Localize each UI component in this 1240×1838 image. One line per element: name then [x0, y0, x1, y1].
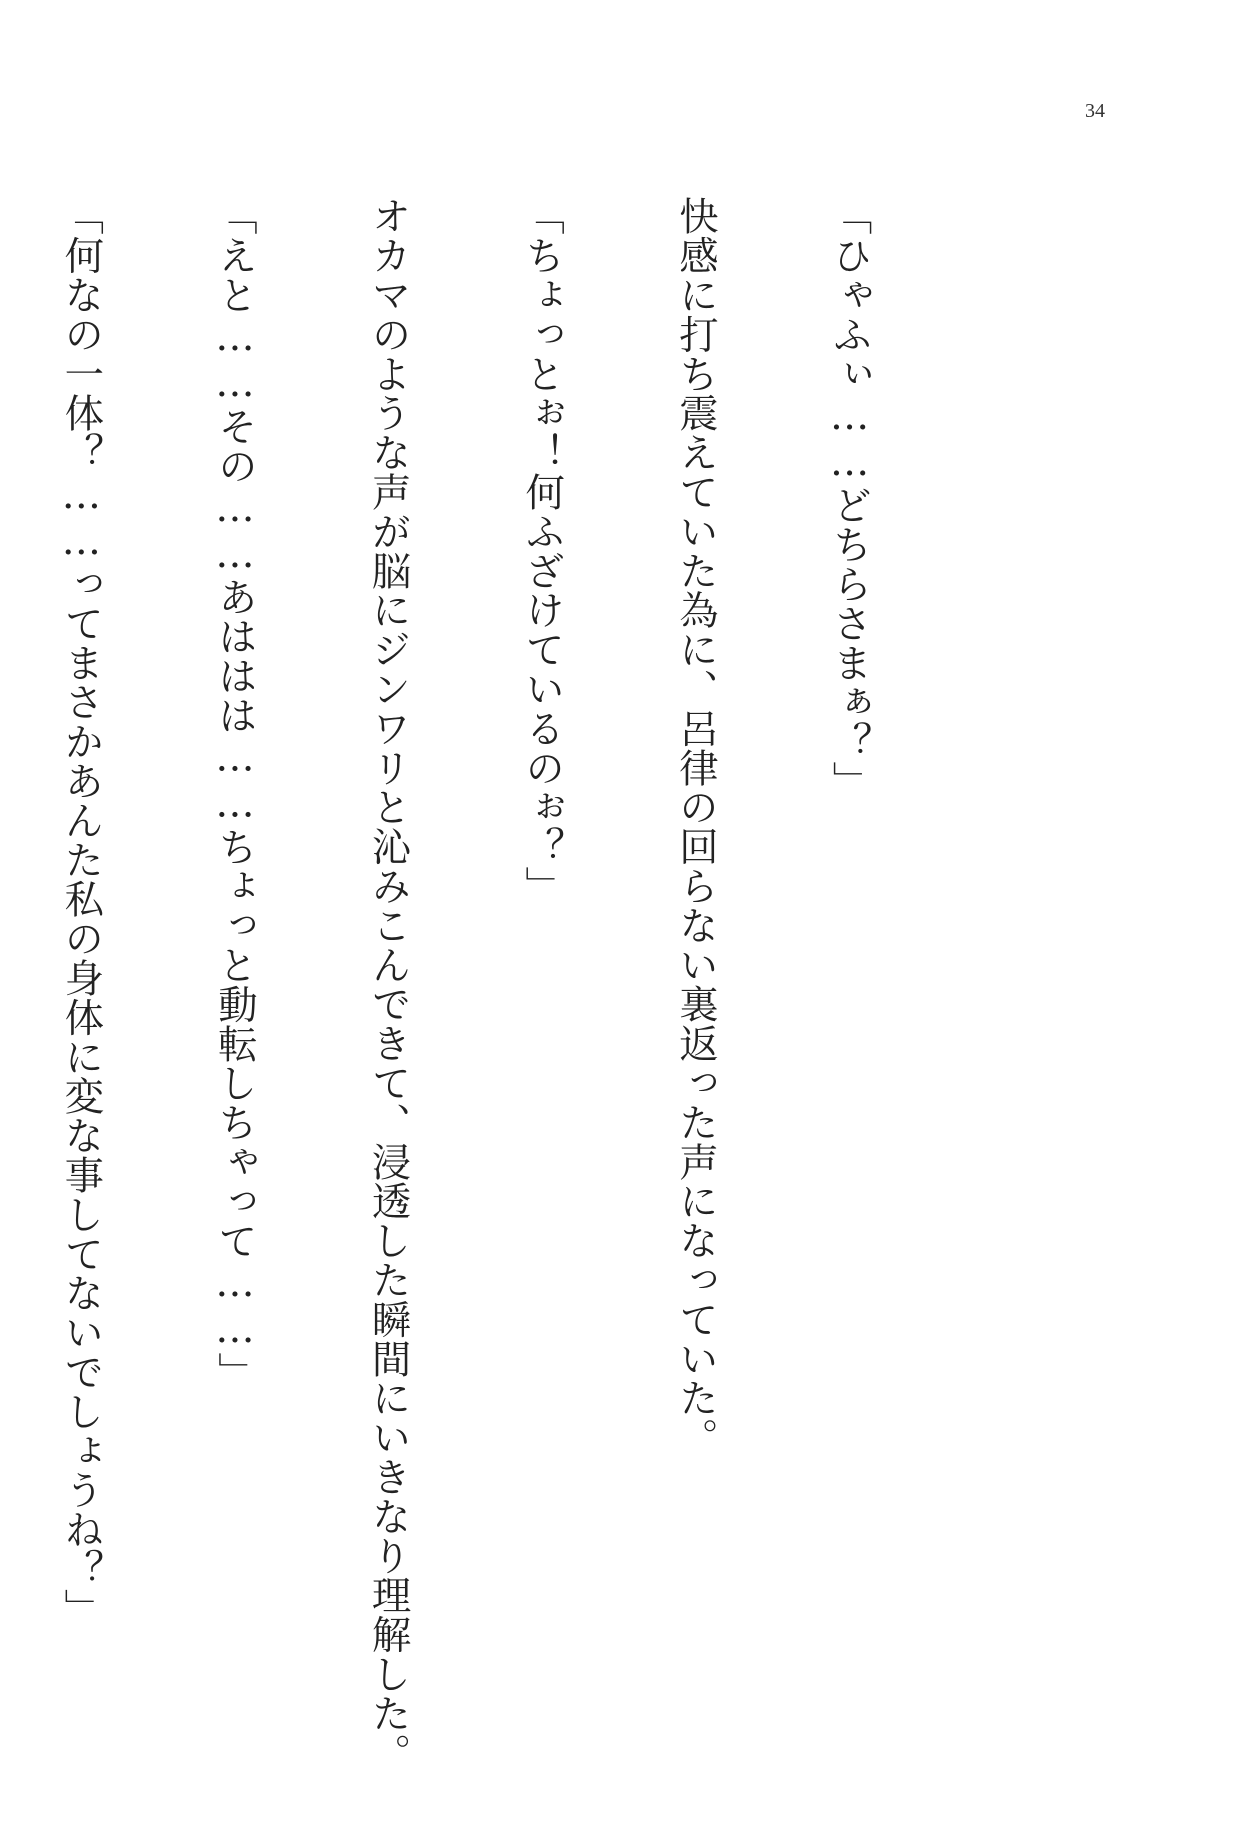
text-line: 快感に打ち震えていた為に、呂律の回らない裏返った声になっていた。 — [672, 196, 719, 1457]
text-line: オカマのような声が脳にジンワリと沁みこんできて、浸透した瞬間にいきなり理解した。 — [365, 196, 412, 1772]
text-line: 「えと……その……あははは……ちょっと動転しちゃって……」 — [211, 196, 258, 1392]
page-number: 34 — [1085, 100, 1105, 122]
text-line: 「ひゃふぃ……どちらさまぁ？」 — [826, 196, 873, 801]
novel-body-text — [0, 196, 977, 1772]
text-line: 「ちょっとぉ！何ふざけているのぉ？」 — [519, 196, 566, 906]
text-line: 「何なの一体？……ってまさかあんた私の身体に変な事してないでしょうね？」 — [58, 196, 105, 1628]
